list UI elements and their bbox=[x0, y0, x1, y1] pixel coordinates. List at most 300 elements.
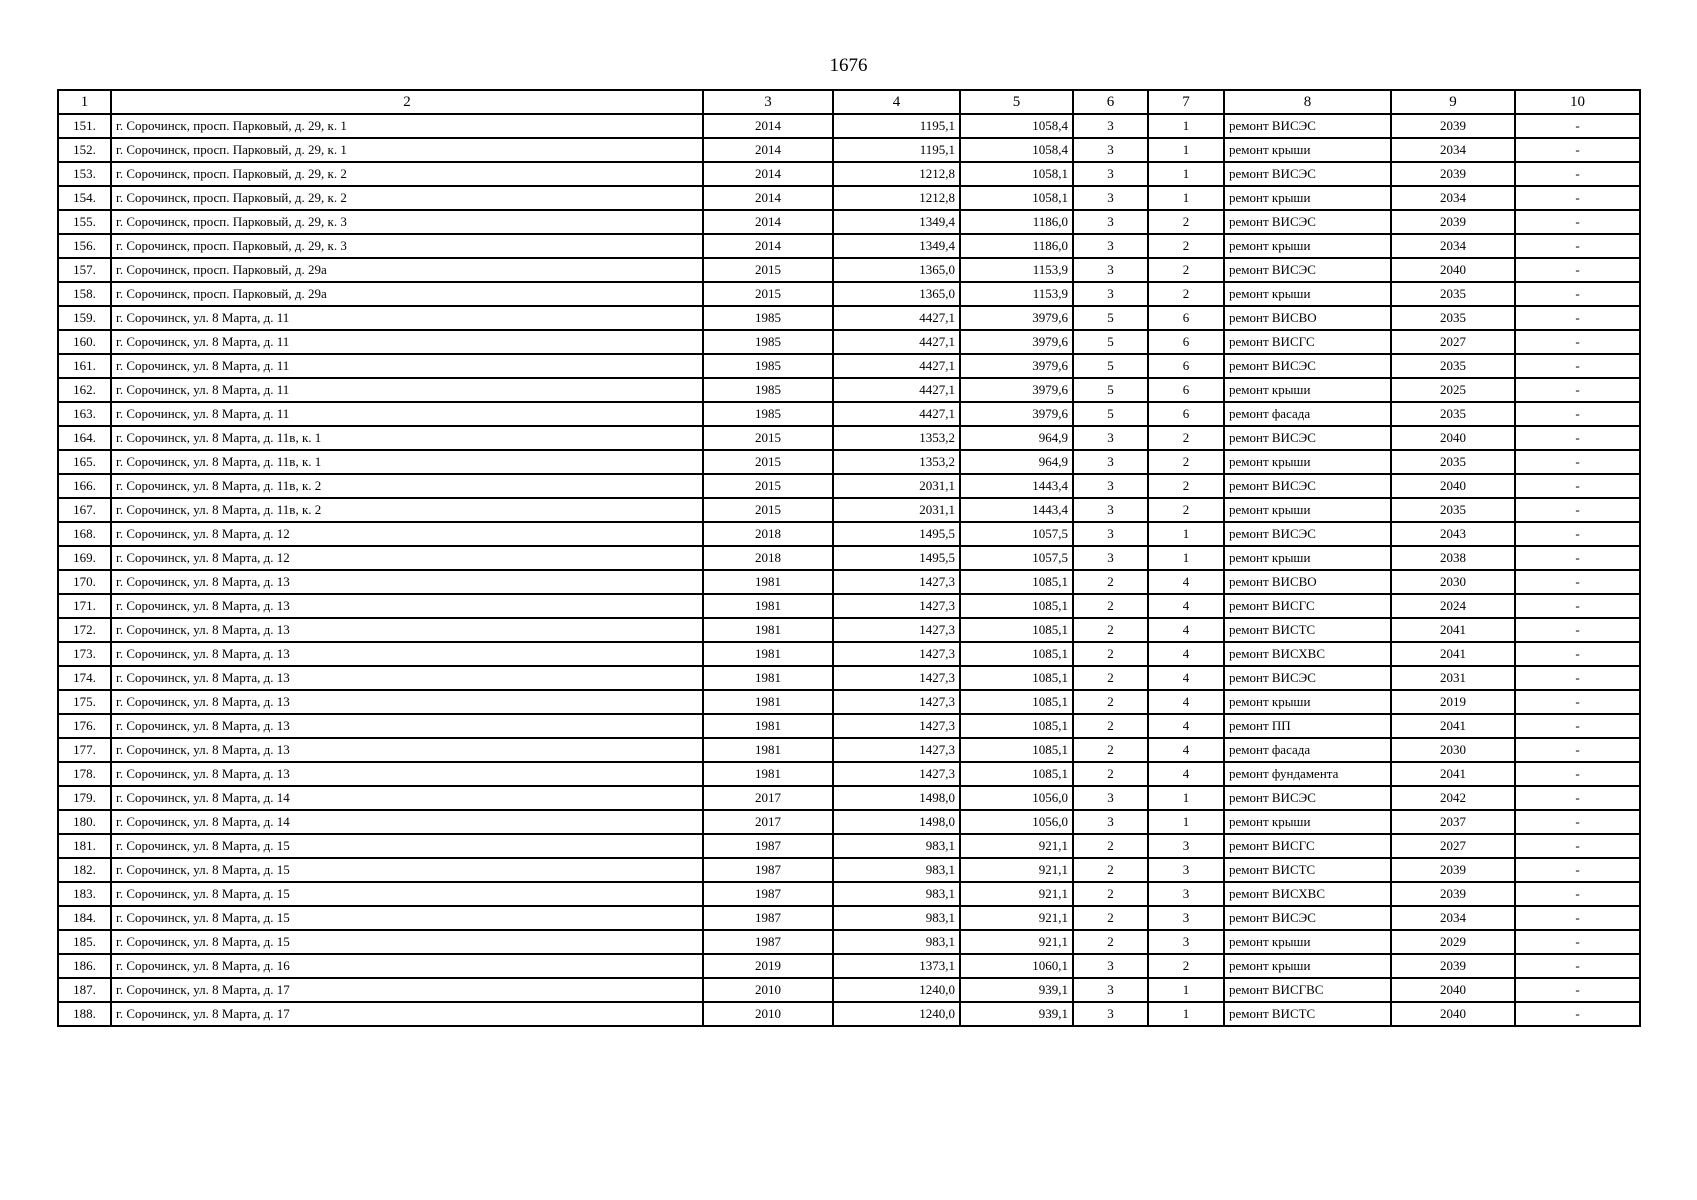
cell-year-built: 1981 bbox=[703, 690, 833, 714]
table-row bbox=[58, 1002, 1640, 1026]
cell-work-type: ремонт ВИСЭС bbox=[1224, 474, 1391, 498]
cell-row-number: 159. bbox=[58, 306, 111, 330]
cell-planned-year: 2041 bbox=[1391, 714, 1515, 738]
cell-address: г. Сорочинск, ул. 8 Марта, д. 15 bbox=[111, 930, 703, 954]
cell-note: - bbox=[1515, 594, 1640, 618]
cell-floors: 5 bbox=[1073, 306, 1148, 330]
cell-living-area: 3979,6 bbox=[960, 378, 1073, 402]
cell-work-type: ремонт ВИСЭС bbox=[1224, 786, 1391, 810]
cell-work-type: ремонт крыши bbox=[1224, 234, 1391, 258]
cell-living-area: 1060,1 bbox=[960, 954, 1073, 978]
cell-note: - bbox=[1515, 738, 1640, 762]
cell-floors: 2 bbox=[1073, 714, 1148, 738]
cell-floors: 2 bbox=[1073, 690, 1148, 714]
table-row bbox=[58, 810, 1640, 834]
cell-planned-year: 2025 bbox=[1391, 378, 1515, 402]
table-row bbox=[58, 234, 1640, 258]
cell-note: - bbox=[1515, 498, 1640, 522]
cell-year-built: 1987 bbox=[703, 882, 833, 906]
cell-address: г. Сорочинск, ул. 8 Марта, д. 11в, к. 1 bbox=[111, 426, 703, 450]
cell-row-number: 165. bbox=[58, 450, 111, 474]
table-row bbox=[58, 402, 1640, 426]
cell-year-built: 2017 bbox=[703, 786, 833, 810]
cell-note: - bbox=[1515, 402, 1640, 426]
cell-living-area: 1085,1 bbox=[960, 762, 1073, 786]
cell-address: г. Сорочинск, ул. 8 Марта, д. 11 bbox=[111, 330, 703, 354]
cell-note: - bbox=[1515, 258, 1640, 282]
cell-total-area: 983,1 bbox=[833, 906, 960, 930]
cell-work-type: ремонт ВИСЭС bbox=[1224, 906, 1391, 930]
cell-total-area: 983,1 bbox=[833, 858, 960, 882]
cell-entrances: 3 bbox=[1148, 834, 1224, 858]
cell-floors: 3 bbox=[1073, 186, 1148, 210]
cell-floors: 2 bbox=[1073, 882, 1148, 906]
cell-living-area: 1058,1 bbox=[960, 186, 1073, 210]
cell-year-built: 2015 bbox=[703, 474, 833, 498]
cell-floors: 2 bbox=[1073, 930, 1148, 954]
cell-work-type: ремонт ВИСТС bbox=[1224, 1002, 1391, 1026]
cell-address: г. Сорочинск, ул. 8 Марта, д. 14 bbox=[111, 786, 703, 810]
cell-floors: 3 bbox=[1073, 954, 1148, 978]
cell-note: - bbox=[1515, 762, 1640, 786]
cell-living-area: 1058,4 bbox=[960, 138, 1073, 162]
cell-entrances: 4 bbox=[1148, 570, 1224, 594]
cell-planned-year: 2037 bbox=[1391, 810, 1515, 834]
column-header-4: 4 bbox=[833, 90, 960, 114]
table-row bbox=[58, 666, 1640, 690]
cell-note: - bbox=[1515, 138, 1640, 162]
cell-entrances: 1 bbox=[1148, 978, 1224, 1002]
cell-floors: 3 bbox=[1073, 234, 1148, 258]
cell-year-built: 1987 bbox=[703, 834, 833, 858]
cell-note: - bbox=[1515, 954, 1640, 978]
cell-row-number: 173. bbox=[58, 642, 111, 666]
cell-floors: 2 bbox=[1073, 594, 1148, 618]
cell-year-built: 2010 bbox=[703, 1002, 833, 1026]
cell-note: - bbox=[1515, 210, 1640, 234]
cell-entrances: 4 bbox=[1148, 762, 1224, 786]
cell-work-type: ремонт крыши bbox=[1224, 378, 1391, 402]
cell-address: г. Сорочинск, ул. 8 Марта, д. 13 bbox=[111, 738, 703, 762]
cell-floors: 3 bbox=[1073, 1002, 1148, 1026]
cell-address: г. Сорочинск, ул. 8 Марта, д. 16 bbox=[111, 954, 703, 978]
column-header-7: 7 bbox=[1148, 90, 1224, 114]
table-row bbox=[58, 258, 1640, 282]
cell-entrances: 1 bbox=[1148, 546, 1224, 570]
cell-floors: 3 bbox=[1073, 426, 1148, 450]
cell-note: - bbox=[1515, 330, 1640, 354]
cell-entrances: 3 bbox=[1148, 906, 1224, 930]
cell-total-area: 2031,1 bbox=[833, 474, 960, 498]
cell-planned-year: 2040 bbox=[1391, 978, 1515, 1002]
cell-total-area: 1353,2 bbox=[833, 450, 960, 474]
cell-planned-year: 2035 bbox=[1391, 450, 1515, 474]
cell-work-type: ремонт крыши bbox=[1224, 930, 1391, 954]
cell-floors: 3 bbox=[1073, 978, 1148, 1002]
cell-living-area: 964,9 bbox=[960, 426, 1073, 450]
cell-living-area: 939,1 bbox=[960, 1002, 1073, 1026]
cell-entrances: 4 bbox=[1148, 642, 1224, 666]
cell-year-built: 1981 bbox=[703, 762, 833, 786]
cell-total-area: 4427,1 bbox=[833, 354, 960, 378]
cell-year-built: 2018 bbox=[703, 546, 833, 570]
cell-address: г. Сорочинск, ул. 8 Марта, д. 11в, к. 2 bbox=[111, 498, 703, 522]
cell-year-built: 2015 bbox=[703, 498, 833, 522]
cell-floors: 3 bbox=[1073, 282, 1148, 306]
cell-year-built: 1985 bbox=[703, 354, 833, 378]
cell-row-number: 175. bbox=[58, 690, 111, 714]
cell-total-area: 1373,1 bbox=[833, 954, 960, 978]
cell-total-area: 1365,0 bbox=[833, 258, 960, 282]
cell-note: - bbox=[1515, 714, 1640, 738]
cell-address: г. Сорочинск, ул. 8 Марта, д. 11 bbox=[111, 402, 703, 426]
table-row bbox=[58, 474, 1640, 498]
cell-entrances: 6 bbox=[1148, 354, 1224, 378]
cell-year-built: 1981 bbox=[703, 594, 833, 618]
cell-planned-year: 2043 bbox=[1391, 522, 1515, 546]
cell-living-area: 1056,0 bbox=[960, 786, 1073, 810]
cell-note: - bbox=[1515, 570, 1640, 594]
cell-planned-year: 2031 bbox=[1391, 666, 1515, 690]
cell-row-number: 177. bbox=[58, 738, 111, 762]
cell-note: - bbox=[1515, 690, 1640, 714]
cell-row-number: 153. bbox=[58, 162, 111, 186]
cell-living-area: 1186,0 bbox=[960, 234, 1073, 258]
cell-living-area: 1085,1 bbox=[960, 714, 1073, 738]
cell-address: г. Сорочинск, просп. Парковый, д. 29, к. 3 bbox=[111, 210, 703, 234]
cell-living-area: 921,1 bbox=[960, 858, 1073, 882]
cell-planned-year: 2034 bbox=[1391, 138, 1515, 162]
cell-work-type: ремонт ВИСХВС bbox=[1224, 882, 1391, 906]
table-row bbox=[58, 210, 1640, 234]
cell-total-area: 1427,3 bbox=[833, 714, 960, 738]
cell-address: г. Сорочинск, ул. 8 Марта, д. 15 bbox=[111, 834, 703, 858]
cell-entrances: 6 bbox=[1148, 378, 1224, 402]
table-row bbox=[58, 834, 1640, 858]
cell-total-area: 1349,4 bbox=[833, 210, 960, 234]
cell-planned-year: 2039 bbox=[1391, 114, 1515, 138]
cell-total-area: 4427,1 bbox=[833, 378, 960, 402]
cell-address: г. Сорочинск, ул. 8 Марта, д. 17 bbox=[111, 1002, 703, 1026]
cell-planned-year: 2024 bbox=[1391, 594, 1515, 618]
cell-year-built: 2014 bbox=[703, 114, 833, 138]
cell-work-type: ремонт ВИСЭС bbox=[1224, 114, 1391, 138]
cell-living-area: 1085,1 bbox=[960, 594, 1073, 618]
cell-work-type: ремонт ПП bbox=[1224, 714, 1391, 738]
cell-note: - bbox=[1515, 474, 1640, 498]
cell-total-area: 983,1 bbox=[833, 930, 960, 954]
cell-address: г. Сорочинск, ул. 8 Марта, д. 13 bbox=[111, 762, 703, 786]
cell-work-type: ремонт ВИСТС bbox=[1224, 858, 1391, 882]
cell-work-type: ремонт ВИСЭС bbox=[1224, 162, 1391, 186]
cell-floors: 5 bbox=[1073, 330, 1148, 354]
cell-row-number: 160. bbox=[58, 330, 111, 354]
cell-living-area: 3979,6 bbox=[960, 330, 1073, 354]
cell-planned-year: 2035 bbox=[1391, 282, 1515, 306]
cell-total-area: 1212,8 bbox=[833, 162, 960, 186]
cell-planned-year: 2034 bbox=[1391, 906, 1515, 930]
cell-address: г. Сорочинск, ул. 8 Марта, д. 13 bbox=[111, 666, 703, 690]
cell-entrances: 1 bbox=[1148, 162, 1224, 186]
cell-year-built: 2010 bbox=[703, 978, 833, 1002]
table-row bbox=[58, 858, 1640, 882]
cell-entrances: 3 bbox=[1148, 930, 1224, 954]
cell-floors: 3 bbox=[1073, 546, 1148, 570]
cell-planned-year: 2040 bbox=[1391, 258, 1515, 282]
cell-note: - bbox=[1515, 522, 1640, 546]
cell-address: г. Сорочинск, ул. 8 Марта, д. 11в, к. 1 bbox=[111, 450, 703, 474]
cell-note: - bbox=[1515, 978, 1640, 1002]
table-row bbox=[58, 978, 1640, 1002]
table-row bbox=[58, 378, 1640, 402]
cell-note: - bbox=[1515, 426, 1640, 450]
cell-entrances: 1 bbox=[1148, 1002, 1224, 1026]
cell-living-area: 1058,4 bbox=[960, 114, 1073, 138]
cell-living-area: 939,1 bbox=[960, 978, 1073, 1002]
cell-planned-year: 2039 bbox=[1391, 954, 1515, 978]
cell-floors: 3 bbox=[1073, 138, 1148, 162]
cell-entrances: 2 bbox=[1148, 474, 1224, 498]
cell-row-number: 154. bbox=[58, 186, 111, 210]
cell-note: - bbox=[1515, 642, 1640, 666]
cell-note: - bbox=[1515, 162, 1640, 186]
table-row bbox=[58, 570, 1640, 594]
cell-entrances: 4 bbox=[1148, 618, 1224, 642]
cell-work-type: ремонт ВИСВО bbox=[1224, 570, 1391, 594]
cell-entrances: 4 bbox=[1148, 714, 1224, 738]
column-header-8: 8 bbox=[1224, 90, 1391, 114]
cell-row-number: 188. bbox=[58, 1002, 111, 1026]
cell-note: - bbox=[1515, 354, 1640, 378]
table-row bbox=[58, 114, 1640, 138]
cell-row-number: 163. bbox=[58, 402, 111, 426]
cell-note: - bbox=[1515, 378, 1640, 402]
cell-address: г. Сорочинск, ул. 8 Марта, д. 13 bbox=[111, 714, 703, 738]
cell-year-built: 1981 bbox=[703, 570, 833, 594]
cell-row-number: 151. bbox=[58, 114, 111, 138]
cell-address: г. Сорочинск, ул. 8 Марта, д. 13 bbox=[111, 594, 703, 618]
cell-row-number: 162. bbox=[58, 378, 111, 402]
cell-work-type: ремонт крыши bbox=[1224, 954, 1391, 978]
cell-total-area: 1427,3 bbox=[833, 570, 960, 594]
cell-total-area: 983,1 bbox=[833, 834, 960, 858]
cell-year-built: 2015 bbox=[703, 450, 833, 474]
table-row bbox=[58, 642, 1640, 666]
cell-living-area: 1085,1 bbox=[960, 738, 1073, 762]
cell-address: г. Сорочинск, ул. 8 Марта, д. 15 bbox=[111, 906, 703, 930]
cell-floors: 2 bbox=[1073, 906, 1148, 930]
cell-address: г. Сорочинск, ул. 8 Марта, д. 12 bbox=[111, 522, 703, 546]
cell-entrances: 2 bbox=[1148, 426, 1224, 450]
column-header-10: 10 bbox=[1515, 90, 1640, 114]
table-row bbox=[58, 306, 1640, 330]
table-row bbox=[58, 786, 1640, 810]
table-row bbox=[58, 762, 1640, 786]
cell-address: г. Сорочинск, ул. 8 Марта, д. 13 bbox=[111, 690, 703, 714]
cell-row-number: 185. bbox=[58, 930, 111, 954]
table-row bbox=[58, 906, 1640, 930]
cell-year-built: 1985 bbox=[703, 330, 833, 354]
cell-living-area: 3979,6 bbox=[960, 354, 1073, 378]
cell-living-area: 1085,1 bbox=[960, 642, 1073, 666]
cell-year-built: 1987 bbox=[703, 930, 833, 954]
cell-address: г. Сорочинск, ул. 8 Марта, д. 11 bbox=[111, 306, 703, 330]
cell-note: - bbox=[1515, 282, 1640, 306]
cell-living-area: 921,1 bbox=[960, 906, 1073, 930]
cell-total-area: 1195,1 bbox=[833, 114, 960, 138]
cell-entrances: 2 bbox=[1148, 282, 1224, 306]
cell-note: - bbox=[1515, 306, 1640, 330]
cell-work-type: ремонт ВИСХВС bbox=[1224, 642, 1391, 666]
cell-address: г. Сорочинск, ул. 8 Марта, д. 15 bbox=[111, 858, 703, 882]
cell-address: г. Сорочинск, ул. 8 Марта, д. 17 bbox=[111, 978, 703, 1002]
cell-planned-year: 2039 bbox=[1391, 882, 1515, 906]
cell-row-number: 166. bbox=[58, 474, 111, 498]
cell-note: - bbox=[1515, 906, 1640, 930]
cell-living-area: 921,1 bbox=[960, 834, 1073, 858]
cell-floors: 3 bbox=[1073, 114, 1148, 138]
cell-floors: 3 bbox=[1073, 498, 1148, 522]
cell-entrances: 6 bbox=[1148, 402, 1224, 426]
cell-total-area: 4427,1 bbox=[833, 330, 960, 354]
cell-year-built: 1981 bbox=[703, 666, 833, 690]
cell-living-area: 1085,1 bbox=[960, 666, 1073, 690]
cell-total-area: 1427,3 bbox=[833, 594, 960, 618]
cell-entrances: 6 bbox=[1148, 306, 1224, 330]
cell-row-number: 155. bbox=[58, 210, 111, 234]
cell-work-type: ремонт крыши bbox=[1224, 282, 1391, 306]
cell-planned-year: 2029 bbox=[1391, 930, 1515, 954]
cell-total-area: 1495,5 bbox=[833, 546, 960, 570]
cell-year-built: 1987 bbox=[703, 906, 833, 930]
cell-work-type: ремонт крыши bbox=[1224, 450, 1391, 474]
cell-planned-year: 2035 bbox=[1391, 306, 1515, 330]
cell-entrances: 1 bbox=[1148, 138, 1224, 162]
cell-planned-year: 2041 bbox=[1391, 642, 1515, 666]
cell-year-built: 1981 bbox=[703, 642, 833, 666]
cell-planned-year: 2035 bbox=[1391, 354, 1515, 378]
cell-row-number: 174. bbox=[58, 666, 111, 690]
cell-total-area: 1427,3 bbox=[833, 666, 960, 690]
cell-planned-year: 2034 bbox=[1391, 234, 1515, 258]
table-row bbox=[58, 162, 1640, 186]
cell-total-area: 1498,0 bbox=[833, 786, 960, 810]
table-header-row bbox=[58, 90, 1640, 114]
cell-work-type: ремонт крыши bbox=[1224, 810, 1391, 834]
cell-note: - bbox=[1515, 114, 1640, 138]
cell-row-number: 156. bbox=[58, 234, 111, 258]
cell-floors: 3 bbox=[1073, 522, 1148, 546]
cell-row-number: 186. bbox=[58, 954, 111, 978]
cell-entrances: 2 bbox=[1148, 954, 1224, 978]
cell-floors: 2 bbox=[1073, 762, 1148, 786]
cell-address: г. Сорочинск, просп. Парковый, д. 29, к. 1 bbox=[111, 138, 703, 162]
cell-entrances: 1 bbox=[1148, 186, 1224, 210]
cell-work-type: ремонт фасада bbox=[1224, 738, 1391, 762]
cell-living-area: 1085,1 bbox=[960, 570, 1073, 594]
cell-total-area: 983,1 bbox=[833, 882, 960, 906]
cell-planned-year: 2035 bbox=[1391, 498, 1515, 522]
cell-row-number: 180. bbox=[58, 810, 111, 834]
cell-note: - bbox=[1515, 810, 1640, 834]
table-row bbox=[58, 930, 1640, 954]
cell-total-area: 1365,0 bbox=[833, 282, 960, 306]
cell-total-area: 1427,3 bbox=[833, 690, 960, 714]
cell-year-built: 2015 bbox=[703, 258, 833, 282]
cell-planned-year: 2027 bbox=[1391, 330, 1515, 354]
table-body bbox=[58, 114, 1640, 1026]
cell-note: - bbox=[1515, 786, 1640, 810]
cell-entrances: 1 bbox=[1148, 810, 1224, 834]
cell-work-type: ремонт крыши bbox=[1224, 186, 1391, 210]
cell-year-built: 1981 bbox=[703, 714, 833, 738]
cell-living-area: 1057,5 bbox=[960, 522, 1073, 546]
cell-floors: 5 bbox=[1073, 378, 1148, 402]
cell-row-number: 170. bbox=[58, 570, 111, 594]
cell-note: - bbox=[1515, 666, 1640, 690]
cell-address: г. Сорочинск, ул. 8 Марта, д. 11 bbox=[111, 354, 703, 378]
cell-living-area: 1443,4 bbox=[960, 498, 1073, 522]
cell-work-type: ремонт фасада bbox=[1224, 402, 1391, 426]
cell-row-number: 169. bbox=[58, 546, 111, 570]
cell-work-type: ремонт фундамента bbox=[1224, 762, 1391, 786]
cell-address: г. Сорочинск, просп. Парковый, д. 29а bbox=[111, 282, 703, 306]
cell-planned-year: 2040 bbox=[1391, 426, 1515, 450]
cell-address: г. Сорочинск, просп. Парковый, д. 29а bbox=[111, 258, 703, 282]
cell-living-area: 1153,9 bbox=[960, 282, 1073, 306]
cell-total-area: 1427,3 bbox=[833, 738, 960, 762]
cell-entrances: 2 bbox=[1148, 450, 1224, 474]
cell-total-area: 1427,3 bbox=[833, 762, 960, 786]
table-row bbox=[58, 738, 1640, 762]
cell-row-number: 172. bbox=[58, 618, 111, 642]
cell-living-area: 3979,6 bbox=[960, 402, 1073, 426]
cell-planned-year: 2040 bbox=[1391, 1002, 1515, 1026]
cell-entrances: 2 bbox=[1148, 210, 1224, 234]
cell-year-built: 2017 bbox=[703, 810, 833, 834]
cell-floors: 3 bbox=[1073, 258, 1148, 282]
cell-work-type: ремонт ВИСЭС bbox=[1224, 210, 1391, 234]
cell-year-built: 2015 bbox=[703, 282, 833, 306]
table-row bbox=[58, 882, 1640, 906]
cell-floors: 3 bbox=[1073, 210, 1148, 234]
column-header-2: 2 bbox=[111, 90, 703, 114]
cell-row-number: 181. bbox=[58, 834, 111, 858]
cell-work-type: ремонт ВИСГС bbox=[1224, 594, 1391, 618]
column-header-5: 5 bbox=[960, 90, 1073, 114]
cell-total-area: 1349,4 bbox=[833, 234, 960, 258]
cell-row-number: 183. bbox=[58, 882, 111, 906]
column-header-9: 9 bbox=[1391, 90, 1515, 114]
cell-row-number: 168. bbox=[58, 522, 111, 546]
table-row bbox=[58, 594, 1640, 618]
cell-work-type: ремонт ВИСГВС bbox=[1224, 978, 1391, 1002]
cell-year-built: 1981 bbox=[703, 618, 833, 642]
cell-living-area: 1057,5 bbox=[960, 546, 1073, 570]
table-row bbox=[58, 186, 1640, 210]
cell-work-type: ремонт ВИСЭС bbox=[1224, 666, 1391, 690]
cell-total-area: 4427,1 bbox=[833, 402, 960, 426]
cell-planned-year: 2042 bbox=[1391, 786, 1515, 810]
cell-total-area: 1498,0 bbox=[833, 810, 960, 834]
cell-address: г. Сорочинск, просп. Парковый, д. 29, к. 1 bbox=[111, 114, 703, 138]
cell-note: - bbox=[1515, 834, 1640, 858]
cell-floors: 5 bbox=[1073, 402, 1148, 426]
cell-entrances: 2 bbox=[1148, 498, 1224, 522]
cell-address: г. Сорочинск, просп. Парковый, д. 29, к. 2 bbox=[111, 162, 703, 186]
cell-year-built: 1985 bbox=[703, 402, 833, 426]
cell-year-built: 1987 bbox=[703, 858, 833, 882]
